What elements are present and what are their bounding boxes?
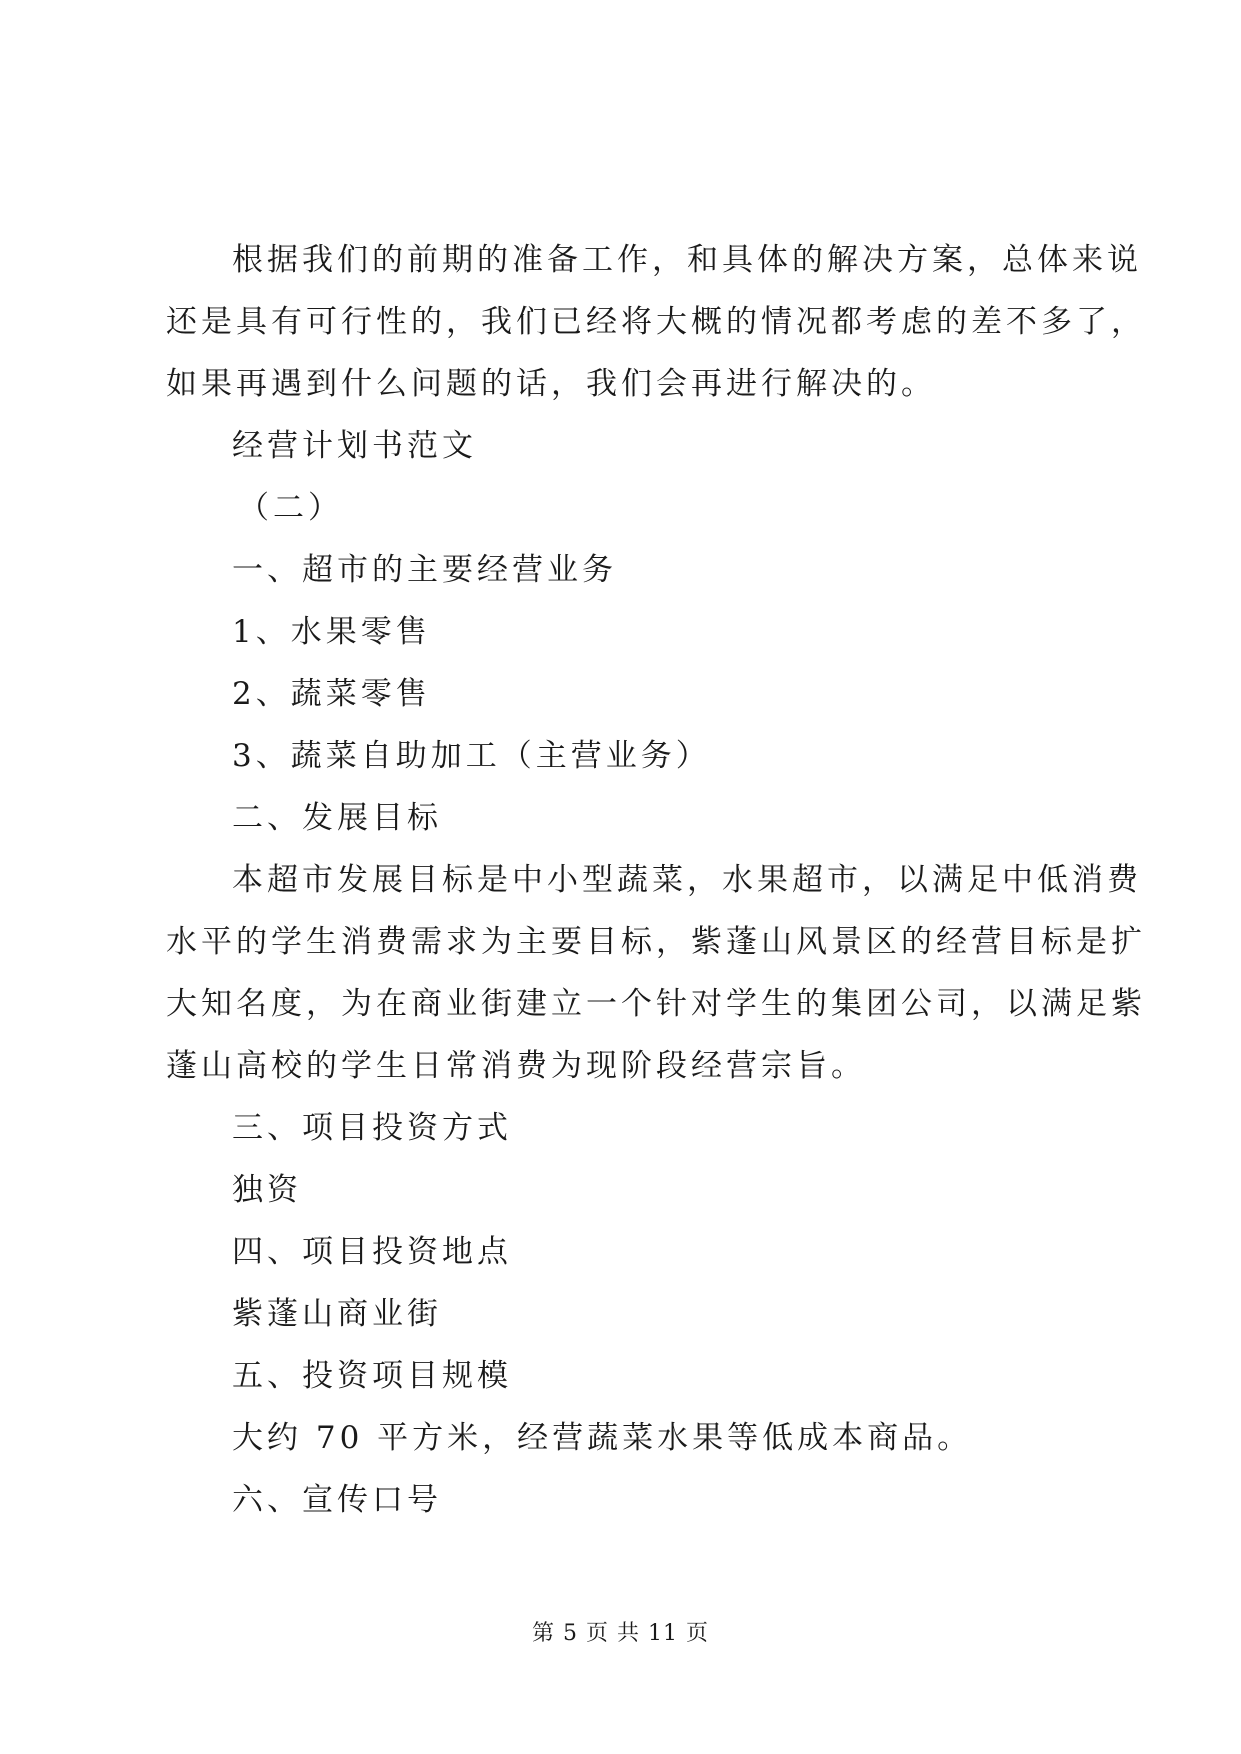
heading-5: 五、投资项目规模	[232, 1358, 512, 1394]
list-item: 2、蔬菜零售	[232, 676, 431, 712]
paragraph-line: 大约 70 平方米，经营蔬菜水果等低成本商品。	[232, 1420, 973, 1456]
heading-6: 六、宣传口号	[232, 1482, 442, 1518]
heading-1: 一、超市的主要经营业务	[232, 552, 617, 588]
paragraph-line: 水平的学生消费需求为主要目标，紫蓬山风景区的经营目标是扩	[166, 924, 1146, 960]
paragraph-line: 独资	[232, 1172, 302, 1208]
paragraph-line: 还是具有可行性的，我们已经将大概的情况都考虑的差不多了，	[166, 304, 1146, 340]
list-item: 1、水果零售	[232, 614, 431, 650]
paragraph-line: 大知名度，为在商业街建立一个针对学生的集团公司，以满足紫	[166, 986, 1146, 1022]
heading-2: 二、发展目标	[232, 800, 442, 836]
paragraph-line: 蓬山高校的学生日常消费为现阶段经营宗旨。	[166, 1048, 866, 1084]
paragraph-line: 本超市发展目标是中小型蔬菜，水果超市，以满足中低消费	[232, 862, 1142, 898]
paragraph-line: 紫蓬山商业街	[232, 1296, 442, 1332]
section-title: 经营计划书范文	[232, 428, 477, 464]
paragraph-line: 如果再遇到什么问题的话，我们会再进行解决的。	[166, 366, 936, 402]
paragraph-line: 根据我们的前期的准备工作，和具体的解决方案，总体来说	[232, 242, 1142, 278]
heading-4: 四、项目投资地点	[232, 1234, 512, 1270]
list-item: 3、蔬菜自助加工（主营业务）	[232, 738, 711, 774]
section-number: （二）	[238, 490, 343, 526]
heading-3: 三、项目投资方式	[232, 1110, 512, 1146]
page-footer: 第 5 页 共 11 页	[532, 1621, 709, 1646]
